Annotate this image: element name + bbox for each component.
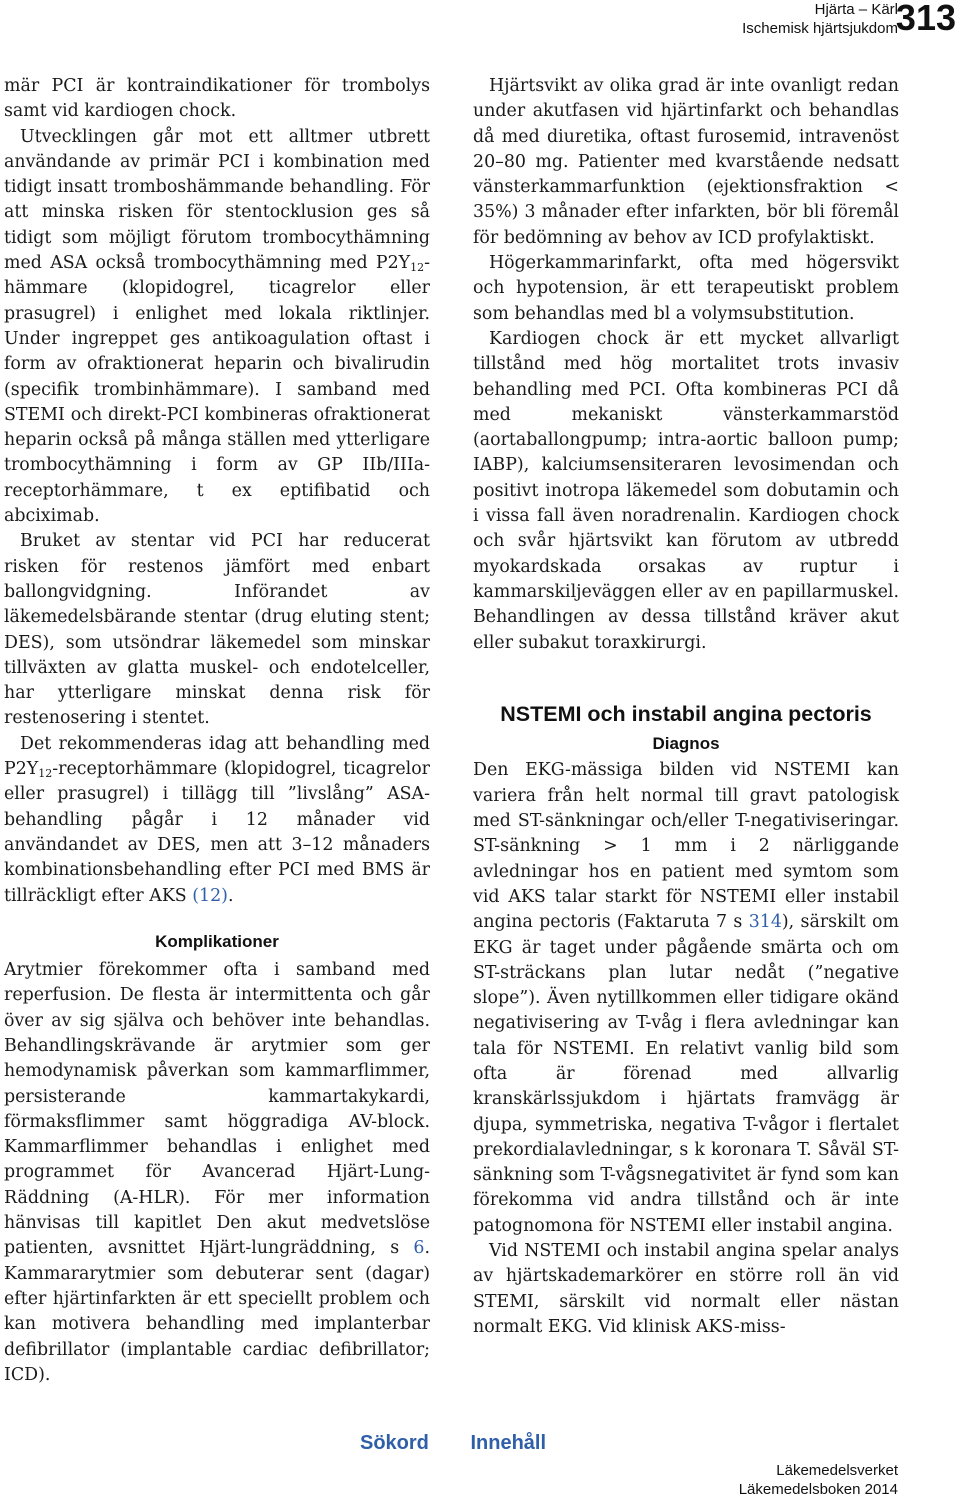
header-chapter: Ischemisk hjärtsjukdom: [742, 20, 898, 37]
left-p4-end: .: [227, 885, 234, 906]
reference-link-12[interactable]: (12): [192, 885, 228, 906]
left-p2-text-b: -hämmare (klopidogrel, ticagrelor eller prasugrel) i enlighet med lokala riktlinjer. Under ingreppet ges antikoagulation oftast i form av ofraktionerat heparin och bivalirudin (specifik trombinhämmare). I samband med STEMI och direkt-PCI kombineras ofraktionerat heparin också på många ställen med ytterligare trombocythämning i form av GP IIb/IIIa-receptorhämmare, t ex eptifibatid och abciximab.: [4, 253, 430, 527]
right-paragraph-4: [473, 758, 899, 1239]
right-p2-text: Högerkammarinfarkt, ofta med högersvikt och hypotension, är ett terapeutiskt problem som behandlas med bl a volymsubstitution.: [473, 253, 899, 324]
page-link-314[interactable]: 314: [748, 912, 782, 933]
right-paragraph-1: [473, 74, 899, 251]
left-p4-subscript: 12: [38, 767, 53, 781]
page-navigation: [360, 1432, 546, 1455]
search-index-link[interactable]: Sökord: [360, 1432, 429, 1454]
page-header: [360, 0, 960, 44]
right-p4-text-a: Den EKG-mässiga bilden vid NSTEMI kan variera från helt normal till gravt patologisk med ST-sänkningar och/eller T-negativiseringar. ST-sänkning > 1 mm i 2 närliggande avledningar hos en patient med symtom som vid AKS talar starkt för NSTEMI eller instabil angina pectoris (Faktaruta 7 s: [473, 760, 899, 933]
left-p5-text-a: Arytmier förekommer ofta i samband med reperfusion. De flesta är intermittenta och går över av sig själva och behöver inte behandlas. Behandlingskrävande är arytmier som ger hemodynamisk påverkan som kammarflimmer, persisterande kammartakykardi, förmaksflimmer samt höggradiga AV-block. Kammarflimmer behandlas i enlighet med programmet för Avancerad Hjärt-Lung-Räddning (A-HLR). För mer information hänvisas till kapitlet Den akut medvetslöse patienten, avsnittet Hjärt-lungräddning, s: [4, 960, 430, 1259]
right-paragraph-3: [473, 327, 899, 656]
right-p3-text: Kardiogen chock är ett mycket allvarligt tillstånd med hög mortalitet trots invasiv behandling med PCI. Ofta kombineras PCI då med mekaniskt vänsterkammarstöd (aortaballongpump; intra-aortic balloon pump; IABP), kalciumsensiteraren levosimendan och positivt inotropa läkemedel som dobutamin och i vissa fall även noradrenalin. Kardiogen chock och svår hjärtsvikt kan förutom av utbredd myokardskada orsakas av ruptur i kammarskiljeväggen eller av en papillarmuskel. Behandlingen av dessa tillstånd kräver akut eller subakut toraxkirurgi.: [473, 328, 899, 653]
left-p4-text-b: -receptorhämmare (klopidogrel, ticagrelor eller prasugrel) i tillägg till ”livslång” ASA-behandling pågår i 12 månader vid användandet av DES, men att 3–12 månaders kombinationsbehandling efter PCI med BMS är tillräckligt efter AKS: [4, 759, 430, 906]
left-paragraph-1: [4, 74, 430, 125]
left-paragraph-4: [4, 732, 430, 909]
left-column: [4, 74, 430, 1388]
left-paragraph-5: [4, 958, 430, 1388]
page-footer: [739, 1461, 898, 1499]
left-p5-text-b: . Kammararytmier som debuterar sent (dagar) efter hjärtinfarkten är ett speciellt problem och kan motivera behandling med implanterbar defibrillator (implantable cardiac defibrillator; ICD).: [4, 1238, 430, 1385]
left-p1-text: mär PCI är kontraindikationer för trombolys samt vid kardiogen chock.: [4, 76, 430, 122]
page-link-6[interactable]: 6: [413, 1238, 425, 1259]
page-number: 313: [895, 0, 956, 38]
right-p4-text-b: ), särskilt om EKG är taget under pågående smärta och om ST-sträckans plan lutar nedåt (”negative slope”). Även nytillkommen eller tidigare okänd negativisering av T-våg i flera avledningar kan tala för NSTEMI. En relativt vanlig bild som ofta är förenad med allvarlig kranskärlssjukdom i hjärtats framvägg är djupa, symmetriska, negativa T-vågor i flertalet prekordialavledningar, s k koronara T. Såväl ST-sänkning som T-vågsnegativitet är fynd som kan förekomma vid andra tillstånd och är inte patognomona för NSTEMI eller instabil angina.: [473, 912, 899, 1236]
running-header: [742, 0, 898, 38]
right-column: [473, 74, 899, 1340]
left-paragraph-2: [4, 125, 430, 530]
left-p3-text: Bruket av stentar vid PCI har reducerat risken för restenos jämfört med enbart ballongvidgning. Införandet av läkemedelsbärande stentar (drug eluting stent; DES), som utsöndrar läkemedel som minskar tillväxten av glatta muskel- och endotelceller, har ytterligare minskat denna risk för restenosering i stentet.: [4, 531, 430, 729]
left-p2-subscript: 12: [410, 261, 425, 275]
komplikationer-heading: Komplikationer: [155, 931, 279, 951]
right-p1-text: Hjärtsvikt av olika grad är inte ovanligt redan under akutfasen vid hjärtinfarkt och behandlas då med diuretika, oftast furosemid, intravenöst 20–80 mg. Patienter med kvarstående nedsatt vänsterkammarfunktion (ejektionsfraktion < 35%) 3 månader efter infarkten, bör bli föremål för bedömning av behov av ICD profylaktiskt.: [473, 76, 899, 248]
contents-link[interactable]: Innehåll: [470, 1432, 547, 1454]
header-section: Hjärta – Kärl: [814, 1, 898, 18]
right-paragraph-5: [473, 1239, 899, 1340]
right-paragraph-2: [473, 251, 899, 327]
footer-publisher: Läkemedelsverket: [776, 1462, 898, 1479]
footer-book: Läkemedelsboken 2014: [738, 1481, 898, 1498]
left-paragraph-3: [4, 529, 430, 731]
right-p5-text: Vid NSTEMI och instabil angina spelar analys av hjärtskademarkörer en större roll än vid STEMI, särskilt vid normalt eller nästan normalt EKG. Vid klinisk AKS-miss-: [473, 1241, 899, 1337]
nstemi-section-heading: NSTEMI och instabil angina pectoris: [500, 701, 872, 726]
left-p4-text-a: Det rekommenderas idag att behandling med P2Y: [4, 733, 430, 780]
diagnos-heading: Diagnos: [652, 734, 720, 754]
left-p2-text-a: Utvecklingen går mot ett alltmer utbrett användande av primär PCI i kombination med tidigt insatt tromboshämmande behandling. För att minska risken för stentocklusion ges så tidigt som möjligt förutom trombocythämning med ASA också trombocythämning med P2Y: [4, 126, 430, 274]
